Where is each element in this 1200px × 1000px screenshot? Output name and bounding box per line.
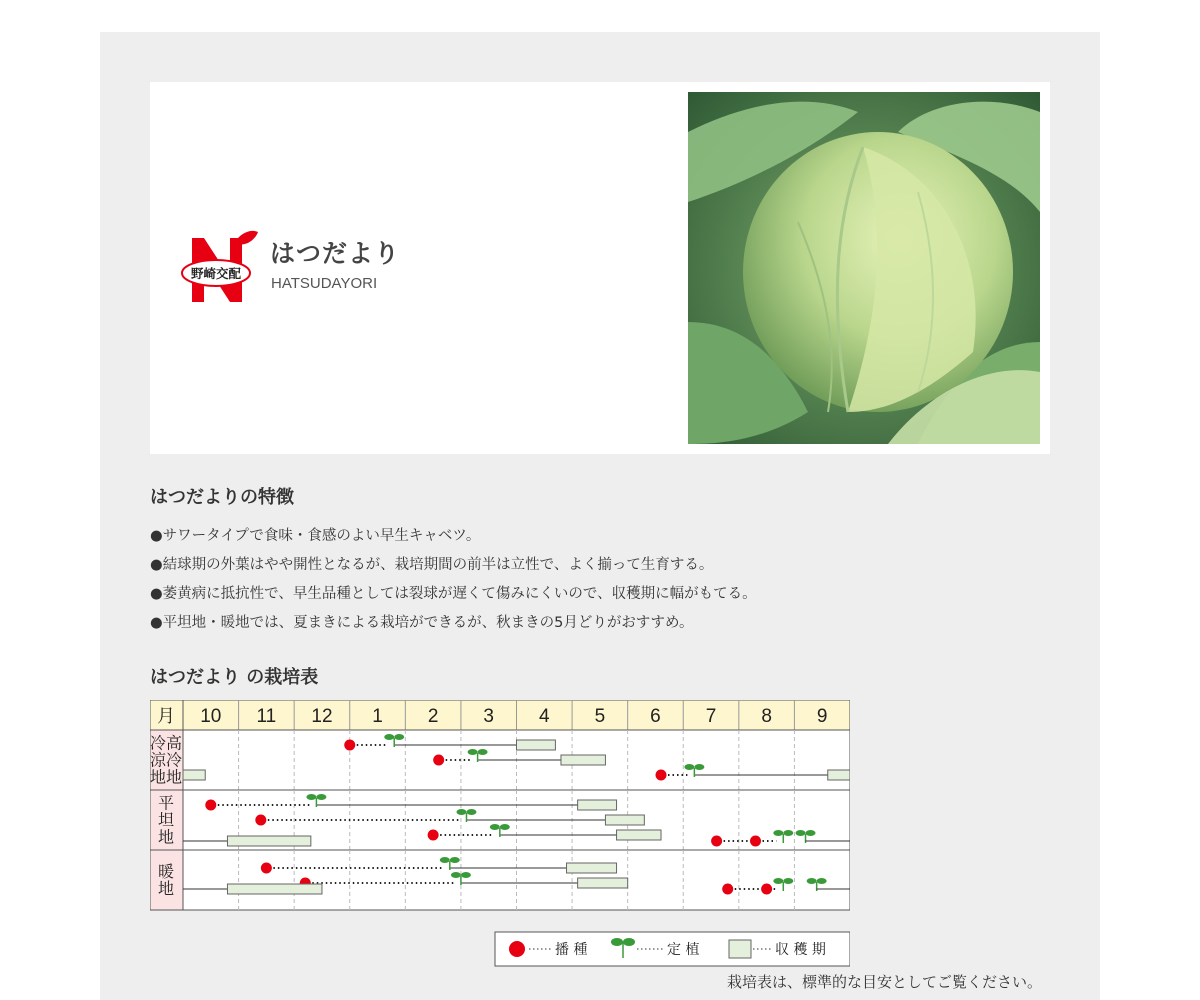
harvest-bar: [578, 800, 617, 810]
sow-dot: [428, 830, 439, 841]
month-label: 8: [761, 706, 772, 727]
product-hero: [150, 82, 1050, 454]
region-label: 地地: [150, 767, 183, 787]
plant-leaf: [461, 872, 471, 878]
region-label: 冷高: [150, 733, 183, 753]
product-name: はつだより: [270, 239, 401, 268]
plant-leaf: [490, 824, 500, 830]
month-label: 5: [594, 706, 606, 727]
plant-leaf: [796, 830, 806, 836]
plant-leaf: [773, 878, 783, 884]
region-label: 平: [157, 793, 175, 813]
schedule-note: 栽培表は、標準的な目安としてご覧ください。: [726, 973, 1042, 991]
cabbage-photo: [688, 92, 1040, 444]
feature-item: ●平坦地・暖地では、夏まきによる栽培ができるが、秋まきの5月どりがおすすめ。: [150, 615, 694, 631]
month-header-label: 月: [157, 706, 175, 727]
sow-dot: [722, 884, 733, 895]
sow-dot: [433, 755, 444, 766]
harvest-bar: [227, 836, 310, 846]
plant-leaf: [623, 938, 635, 946]
legend-harvest-icon: [729, 940, 751, 958]
month-label: 7: [705, 706, 717, 727]
cultivation-chart: [150, 700, 850, 980]
plant-leaf: [450, 857, 460, 863]
month-label: 9: [816, 706, 828, 727]
region-label: 暖: [157, 862, 175, 882]
harvest-bar: [617, 830, 661, 840]
plant-leaf: [316, 794, 326, 800]
plant-leaf: [773, 830, 783, 836]
harvest-bar: [183, 770, 205, 780]
plant-leaf: [806, 830, 816, 836]
plant-leaf: [394, 734, 404, 740]
plant-leaf: [478, 749, 488, 755]
harvest-bar: [517, 740, 556, 750]
sow-dot: [761, 884, 772, 895]
harvest-bar: [828, 770, 850, 780]
feature-item: ●サワータイプで食味・食感のよい早生キャベツ。: [150, 528, 481, 544]
sow-dot: [255, 815, 266, 826]
legend-plant-label: 定 植: [667, 942, 700, 958]
plant-leaf: [694, 764, 704, 770]
month-label: 2: [427, 706, 439, 727]
sow-dot: [261, 863, 272, 874]
month-label: 3: [483, 706, 494, 727]
features-list: [150, 522, 757, 638]
sow-dot: [711, 836, 722, 847]
feature-item: ●結球期の外葉はやや開性となるが、栽培期間の前半は立性で、よく揃って生育する。: [150, 557, 714, 573]
sow-dot: [205, 800, 216, 811]
legend-sow-icon: [509, 941, 525, 957]
plant-leaf: [817, 878, 827, 884]
sow-dot: [656, 770, 667, 781]
harvest-bar: [605, 815, 644, 825]
legend-sow-label: 播 種: [555, 942, 588, 958]
plant-leaf: [611, 938, 623, 946]
plant-leaf: [451, 872, 461, 878]
region-label: 坦: [157, 810, 175, 830]
region-label: 地: [157, 827, 175, 847]
month-label: 12: [311, 706, 333, 727]
plant-leaf: [783, 878, 793, 884]
plant-leaf: [384, 734, 394, 740]
region-label: 地: [157, 879, 175, 899]
month-label: 10: [200, 706, 222, 727]
product-name-en: HATSUDAYORI: [271, 275, 378, 292]
sow-dot: [750, 836, 761, 847]
features-heading: はつだよりの特徴: [150, 487, 294, 508]
plant-leaf: [807, 878, 817, 884]
schedule-heading: はつだより の栽培表: [150, 667, 319, 688]
harvest-bar: [561, 755, 605, 765]
month-label: 6: [650, 706, 661, 727]
plant-leaf: [306, 794, 316, 800]
chart-header: [150, 700, 850, 730]
feature-item: ●萎黄病に抵抗性で、早生品種としては裂球が遅くて傷みにくいので、収穫期に幅がもてる。: [150, 586, 757, 602]
nozaki-logo: [178, 230, 258, 310]
harvest-bar: [578, 878, 628, 888]
plant-leaf: [500, 824, 510, 830]
region-label: 涼冷: [150, 750, 183, 770]
month-label: 4: [539, 706, 550, 727]
svg-text:野崎交配: 野崎交配: [190, 266, 242, 281]
harvest-bar: [227, 884, 321, 894]
plant-leaf: [783, 830, 793, 836]
plant-leaf: [466, 809, 476, 815]
plant-leaf: [684, 764, 694, 770]
legend-harvest-label: 収 穫 期: [775, 942, 826, 958]
plant-leaf: [468, 749, 478, 755]
sow-dot: [344, 740, 355, 751]
harvest-bar: [567, 863, 617, 873]
month-label: 1: [372, 706, 383, 727]
page-panel: [100, 32, 1100, 1000]
plant-leaf: [440, 857, 450, 863]
plant-leaf: [456, 809, 466, 815]
month-label: 11: [256, 706, 277, 727]
